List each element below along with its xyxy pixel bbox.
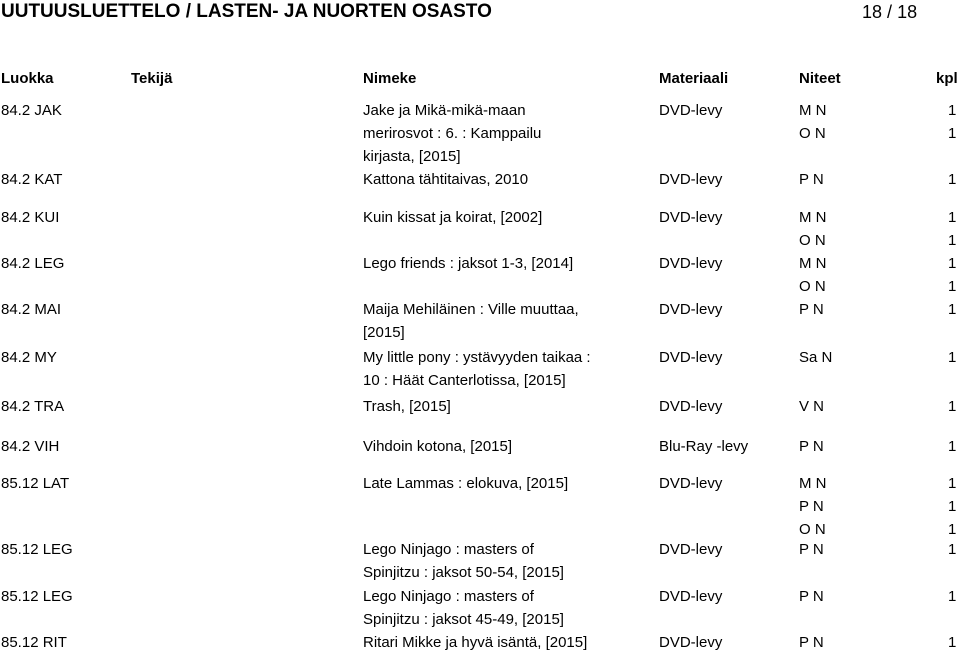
row-luokka: 84.2 KAT xyxy=(1,171,63,188)
row-niteet: O N xyxy=(799,278,826,295)
row-niteet: O N xyxy=(799,232,826,249)
row-materiaali: DVD-levy xyxy=(659,171,723,188)
column-header-nimeke: Nimeke xyxy=(363,70,417,87)
row-luokka: 85.12 LEG xyxy=(1,541,73,558)
row-nimeke-line: Trash, [2015] xyxy=(363,398,451,415)
row-nimeke-line: Spinjitzu : jaksot 45-49, [2015] xyxy=(363,611,564,628)
row-nimeke-line: My little pony : ystävyyden taikaa : xyxy=(363,349,591,366)
row-kpl: 1 xyxy=(948,171,957,188)
row-niteet: M N xyxy=(799,255,827,272)
row-materiaali: DVD-levy xyxy=(659,398,723,415)
row-kpl: 1 xyxy=(948,498,957,515)
row-nimeke-line: [2015] xyxy=(363,324,405,341)
row-niteet: M N xyxy=(799,475,827,492)
row-luokka: 84.2 MAI xyxy=(1,301,62,318)
row-kpl: 1 xyxy=(948,349,957,366)
row-kpl: 1 xyxy=(948,255,957,272)
page-total: 18 xyxy=(897,2,918,22)
row-materiaali: DVD-levy xyxy=(659,541,723,558)
row-niteet: P N xyxy=(799,171,824,188)
row-nimeke-line: Jake ja Mikä-mikä-maan xyxy=(363,102,526,119)
row-materiaali: DVD-levy xyxy=(659,634,723,651)
row-niteet: O N xyxy=(799,521,826,538)
row-nimeke-line: Maija Mehiläinen : Ville muuttaa, xyxy=(363,301,579,318)
row-niteet: P N xyxy=(799,541,824,558)
row-materiaali: DVD-levy xyxy=(659,102,723,119)
row-kpl: 1 xyxy=(948,475,957,492)
row-nimeke-line: Lego friends : jaksot 1-3, [2014] xyxy=(363,255,574,272)
row-kpl: 1 xyxy=(948,521,957,538)
row-nimeke-line: merirosvot : 6. : Kamppailu xyxy=(363,125,542,142)
page-title: UUTUUSLUETTELO / LASTEN- JA NUORTEN OSASTO xyxy=(1,1,492,22)
row-nimeke-line: Spinjitzu : jaksot 50-54, [2015] xyxy=(363,564,564,581)
row-luokka: 84.2 VIH xyxy=(1,438,60,455)
row-kpl: 1 xyxy=(948,438,957,455)
page-number xyxy=(862,0,917,24)
row-niteet: M N xyxy=(799,209,827,226)
row-materiaali: DVD-levy xyxy=(659,475,723,492)
row-nimeke-line: Kattona tähtitaivas, 2010 xyxy=(363,171,529,188)
row-luokka: 84.2 JAK xyxy=(1,102,62,119)
row-kpl: 1 xyxy=(948,209,957,226)
row-luokka: 84.2 TRA xyxy=(1,398,65,415)
row-niteet: P N xyxy=(799,588,824,605)
page-separator: / xyxy=(887,2,893,22)
row-luokka: 85.12 RIT xyxy=(1,634,67,651)
column-header-luokka: Luokka xyxy=(1,70,54,87)
row-kpl: 1 xyxy=(948,301,957,318)
row-kpl: 1 xyxy=(948,232,957,249)
column-header-materiaali: Materiaali xyxy=(659,70,729,87)
row-niteet: P N xyxy=(799,301,824,318)
row-niteet: P N xyxy=(799,498,824,515)
row-kpl: 1 xyxy=(948,125,957,142)
row-luokka: 85.12 LAT xyxy=(1,475,70,492)
row-nimeke-line: Ritari Mikke ja hyvä isäntä, [2015] xyxy=(363,634,588,651)
column-header-tekija: Tekijä xyxy=(131,70,173,87)
row-luokka: 84.2 KUI xyxy=(1,209,60,226)
row-luokka: 85.12 LEG xyxy=(1,588,73,605)
row-nimeke-line: Lego Ninjago : masters of xyxy=(363,588,534,605)
row-nimeke-line: 10 : Häät Canterlotissa, [2015] xyxy=(363,372,566,389)
row-materiaali: DVD-levy xyxy=(659,255,723,272)
page-current: 18 xyxy=(862,2,883,22)
row-materiaali: DVD-levy xyxy=(659,349,723,366)
row-luokka: 84.2 MY xyxy=(1,349,57,366)
row-materiaali: DVD-levy xyxy=(659,588,723,605)
row-materiaali: DVD-levy xyxy=(659,301,723,318)
row-niteet: V N xyxy=(799,398,825,415)
row-niteet: P N xyxy=(799,634,824,651)
row-niteet: Sa N xyxy=(799,349,833,366)
row-nimeke-line: Lego Ninjago : masters of xyxy=(363,541,534,558)
row-nimeke-line: Vihdoin kotona, [2015] xyxy=(363,438,513,455)
row-nimeke-line: kirjasta, [2015] xyxy=(363,148,461,165)
row-niteet: M N xyxy=(799,102,827,119)
row-kpl: 1 xyxy=(948,102,957,119)
row-kpl: 1 xyxy=(948,541,957,558)
column-header-niteet: Niteet xyxy=(799,70,841,87)
row-luokka: 84.2 LEG xyxy=(1,255,65,272)
row-niteet: P N xyxy=(799,438,824,455)
row-nimeke-line: Kuin kissat ja koirat, [2002] xyxy=(363,209,543,226)
row-materiaali: Blu-Ray -levy xyxy=(659,438,749,455)
row-niteet: O N xyxy=(799,125,826,142)
column-header-kpl: kpl xyxy=(936,70,958,87)
row-kpl: 1 xyxy=(948,398,957,415)
row-materiaali: DVD-levy xyxy=(659,209,723,226)
row-kpl: 1 xyxy=(948,278,957,295)
row-kpl: 1 xyxy=(948,588,957,605)
row-kpl: 1 xyxy=(948,634,957,651)
row-nimeke-line: Late Lammas : elokuva, [2015] xyxy=(363,475,569,492)
